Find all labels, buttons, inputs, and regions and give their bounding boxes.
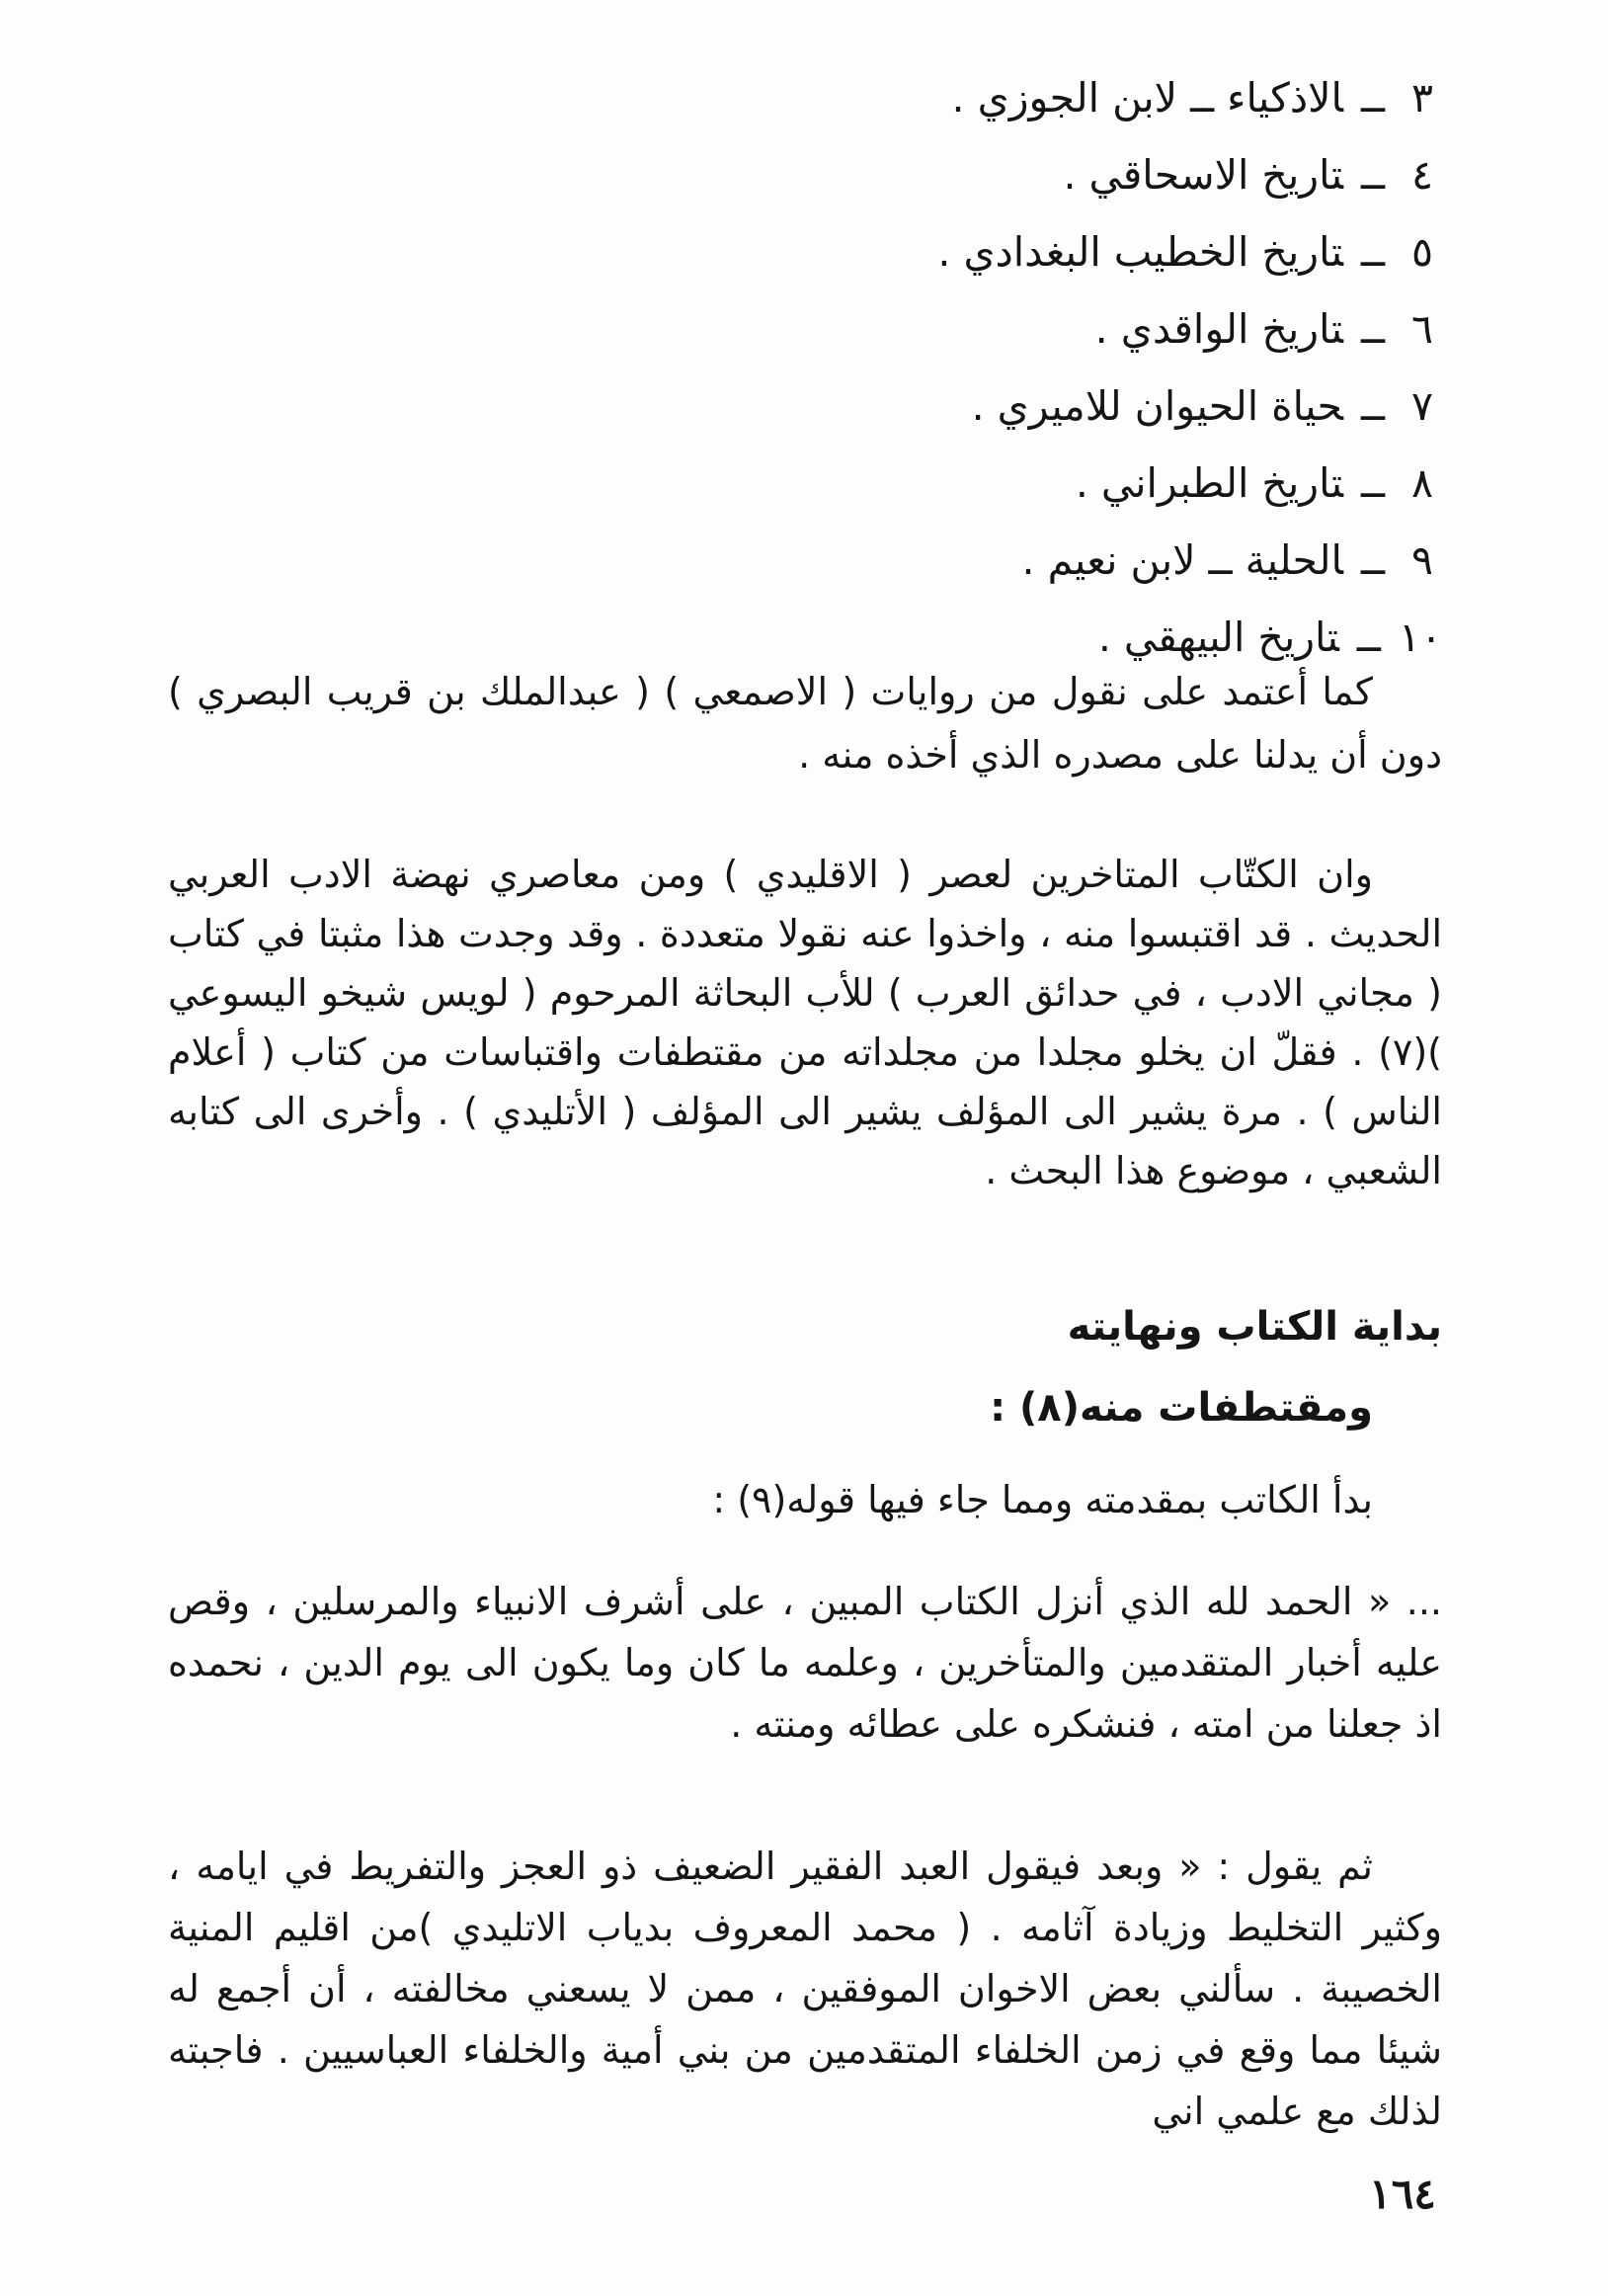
- list-item: [356, 522, 1442, 599]
- intro-line: [168, 1470, 1442, 1529]
- item-number: ٧: [1410, 382, 1434, 430]
- item-dash: ــ: [1360, 151, 1385, 199]
- quote-praise: [168, 1571, 1442, 1755]
- item-text: تاريخ الاسحاقي .: [1063, 151, 1343, 199]
- item-text: تاريخ الطبراني .: [1075, 459, 1343, 507]
- section-subheading: ومقتطفات منه(٨) :: [990, 1385, 1373, 1431]
- item-dash: ــ: [1360, 459, 1385, 507]
- list-item: [356, 136, 1442, 213]
- paragraph-text: كما أعتمد على نقول من روايات ( الاصمعي ) ( عبدالملك بن قريب البصري ) دون أن يدلنا على مصدره الذي أخذه منه .: [168, 670, 1442, 777]
- item-number: ٥: [1410, 228, 1434, 276]
- item-dash: ــ: [1360, 305, 1385, 353]
- list-item: [356, 368, 1442, 445]
- item-text: تاريخ الواقدي .: [1094, 305, 1343, 353]
- item-number: ٩: [1410, 536, 1434, 584]
- paragraph-text: ... « الحمد لله الذي أنزل الكتاب المبين ، على أشرف الانبياء والمرسلين ، وقص عليه أخبار المتقدمين والمتأخرين ، وعلمه ما كان وما يكون الى يوم الدين ، نحمده اذ جعلنا من امته ، فنشكره على عطائه ومنته .: [168, 1580, 1442, 1746]
- item-number: ١٠: [1398, 614, 1442, 661]
- paragraph-asmai: [168, 660, 1442, 786]
- item-text: حياة الحيوان للاميري .: [971, 382, 1343, 430]
- item-dash: ــ: [1360, 228, 1385, 276]
- item-text: تاريخ البيهقي .: [1097, 614, 1339, 661]
- paragraph-text: ثم يقول : « وبعد فيقول العبد الفقير الضعيف ذو العجز والتفريط في ايامه ، وكثير التخليط وزيادة آثامه . ( محمد المعروف بدياب الاتليدي )من اقليم المنية الخصيبة . سألني بعض الاخوان الموفقين ، ممن لا يسعني مخالفته ، أن أجمع له شيئا مما وقع في زمن الخلفاء المتقدمين من بني أمية والخلفاء العباسيين . فاجبته لذلك مع علمي اني: [168, 1845, 1442, 2133]
- list-item: [356, 445, 1442, 522]
- list-item: [356, 213, 1442, 290]
- page-number: ١٦٤: [1369, 2170, 1436, 2218]
- paragraph-text: بدأ الكاتب بمقدمته ومما جاء فيها قوله(٩) :: [712, 1478, 1373, 1521]
- list-item: [356, 290, 1442, 368]
- sources-list: [356, 59, 1442, 676]
- quote-author-intro: [168, 1836, 1442, 2142]
- item-dash: ــ: [1356, 614, 1381, 661]
- paragraph-text: وان الكتّاب المتاخرين لعصر ( الاقليدي ) ومن معاصري نهضة الادب العربي الحديث . قد اقتبسوا منه ، واخذوا عنه نقولا متعددة . وقد وجدت هذا مثبتا في كتاب ( مجاني الادب ، في حدائق العرب ) للأب البحاثة المرحوم ( لويس شيخو اليسوعي )(٧) . فقلّ ان يخلو مجلدا من مجلداته من مقتطفات واقتباسات من كتاب ( أعلام الناس ) . مرة يشير الى المؤلف يشير الى المؤلف ( الأتليدي ) . وأخرى الى كتابه الشعبي ، موضوع هذا البحث .: [168, 853, 1442, 1192]
- item-text: الحلية ــ لابن نعيم .: [1021, 536, 1343, 584]
- paragraph-later-writers: [168, 845, 1442, 1200]
- item-number: ٦: [1410, 305, 1434, 353]
- item-number: ٨: [1410, 459, 1434, 507]
- item-text: تاريخ الخطيب البغدادي .: [937, 228, 1343, 276]
- item-number: ٣: [1410, 74, 1434, 122]
- list-item: [356, 59, 1442, 136]
- item-dash: ــ: [1360, 382, 1385, 430]
- item-dash: ــ: [1360, 536, 1385, 584]
- item-text: الاذكياء ــ لابن الجوزي .: [951, 74, 1343, 122]
- item-dash: ــ: [1360, 74, 1385, 122]
- section-heading: بداية الكتاب ونهايته: [1067, 1304, 1442, 1350]
- item-number: ٤: [1410, 151, 1434, 199]
